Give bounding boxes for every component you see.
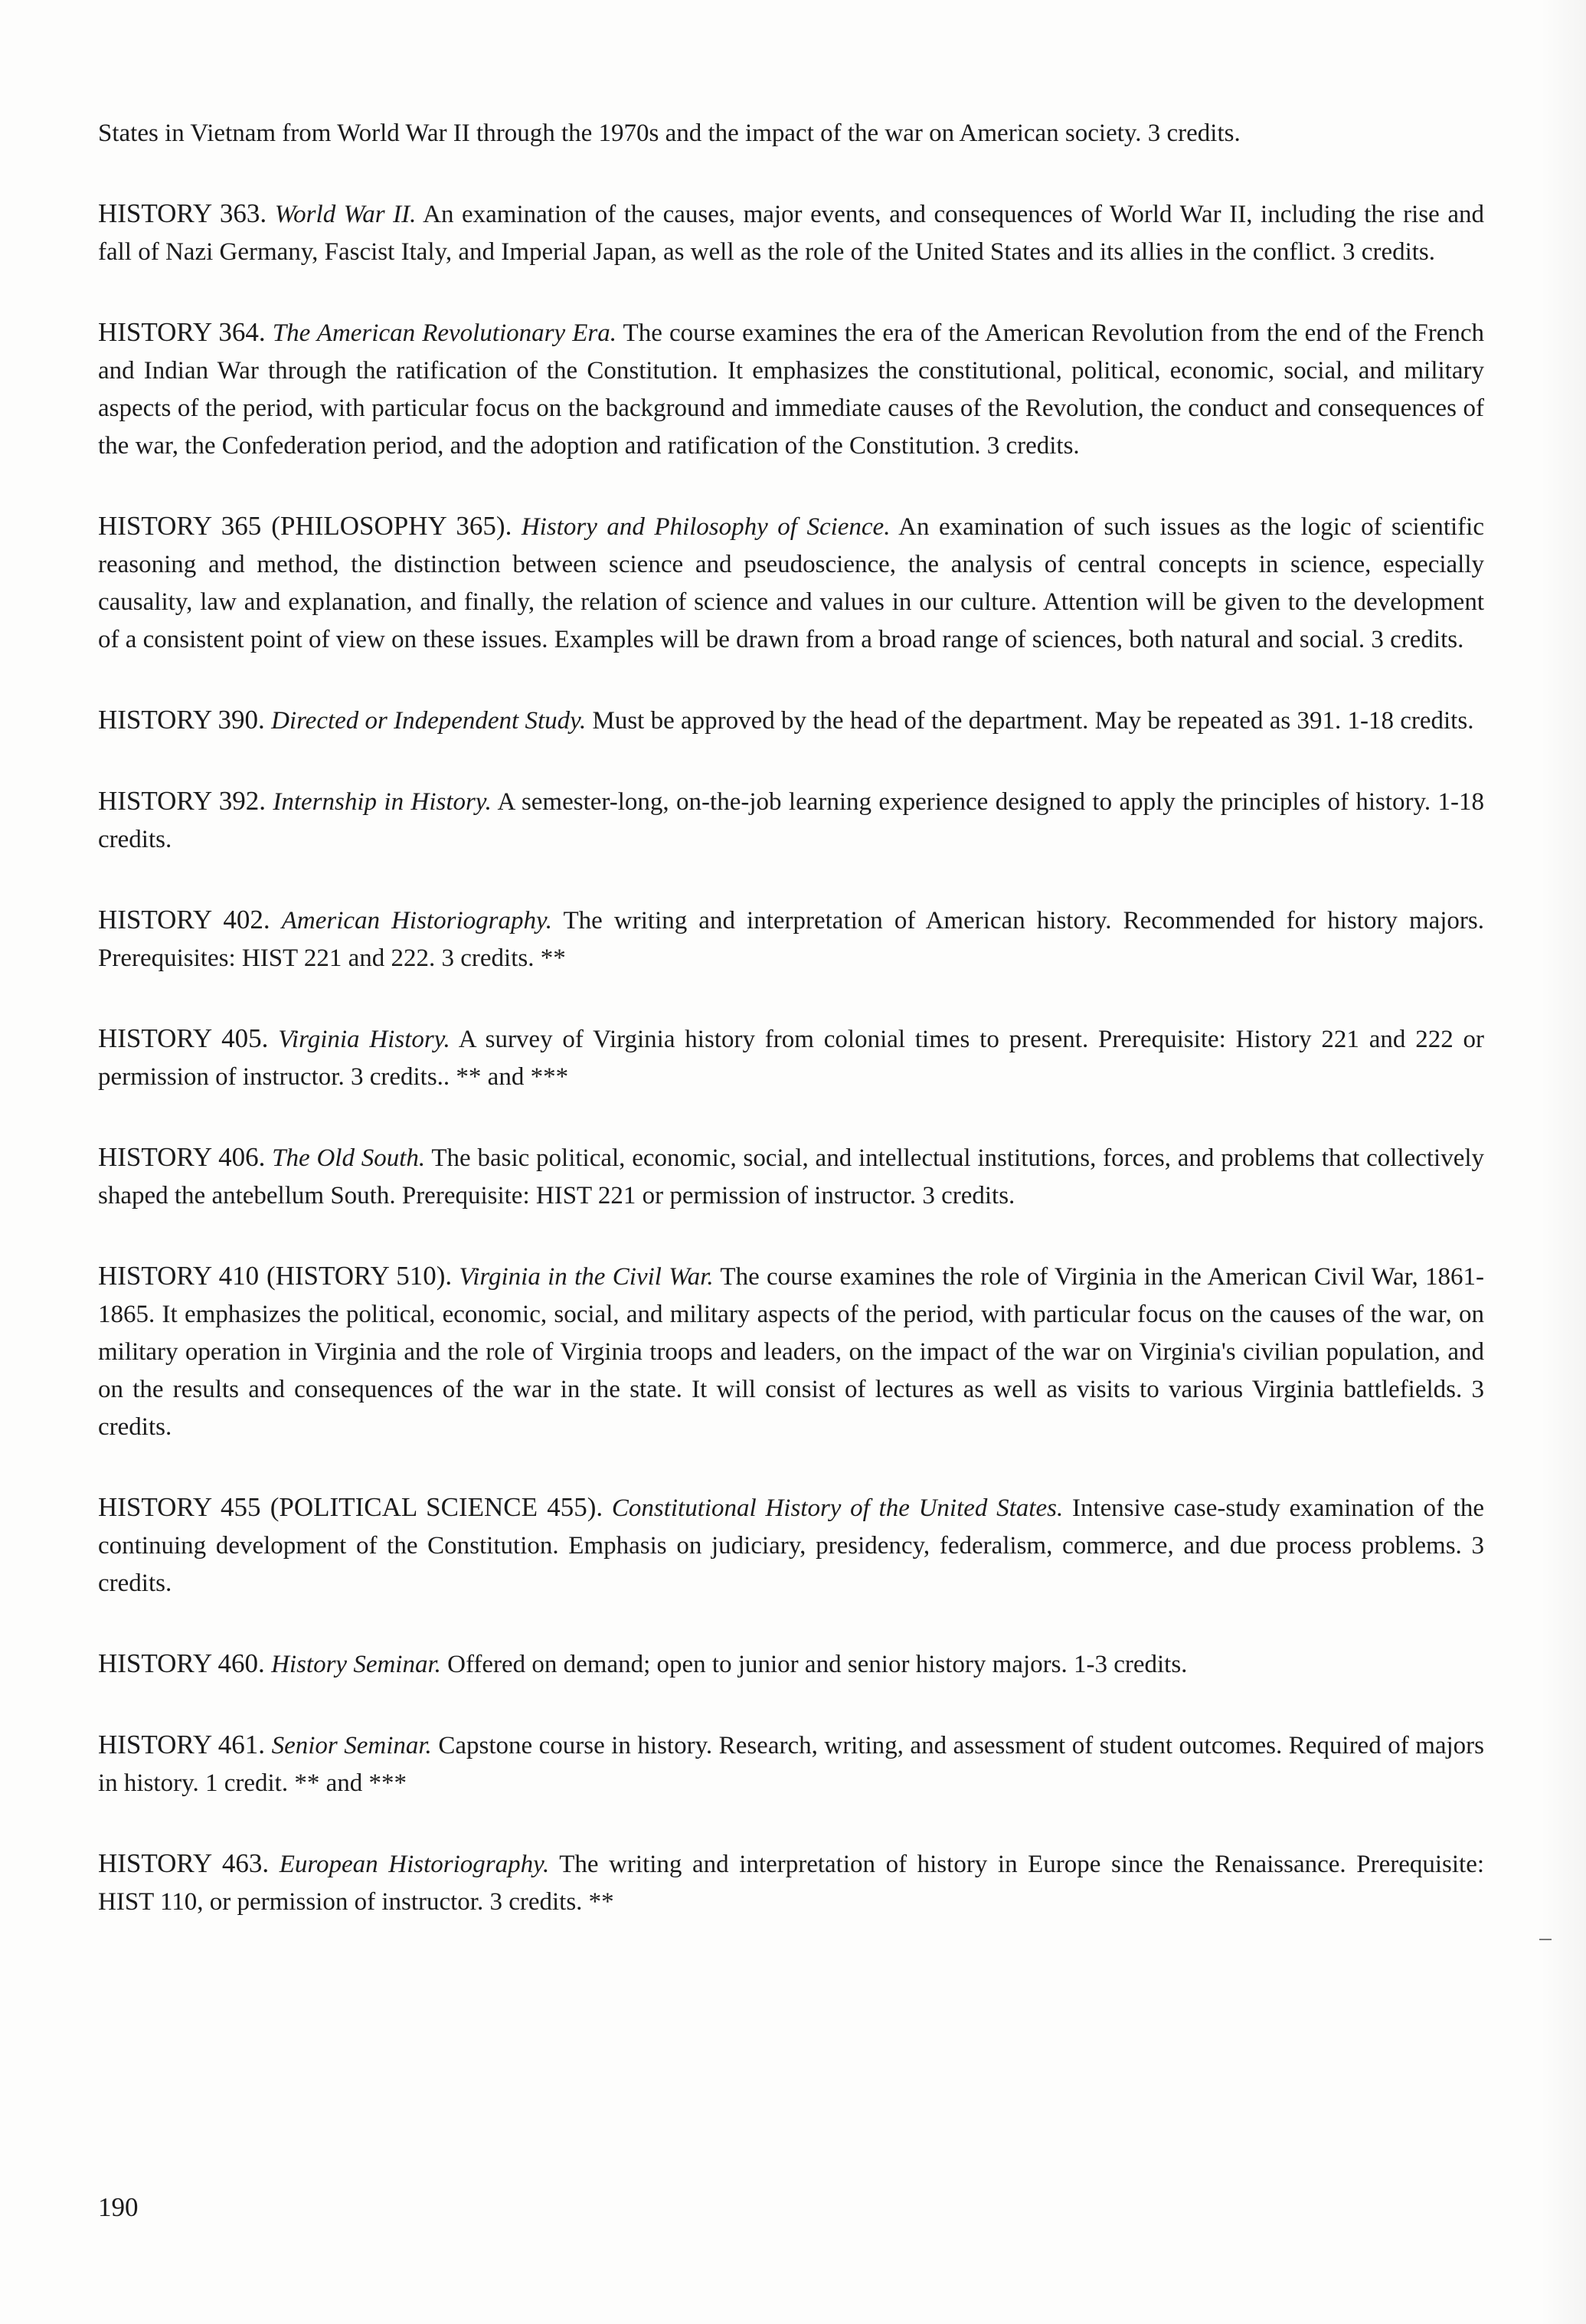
course-code: HISTORY 390.	[98, 705, 265, 735]
course-description: An examination of such issues as the logic of scientific reasoning and method, the distinction between science and pseudoscience, the analysis of central concepts in science, especially causality, law and explanation, and finally, the relation of science and values in our culture. Attention will be given to the development of a consistent point of view on these issues. Examples will be drawn from a broad range of sciences, both natural and social. 3 credits.	[98, 513, 1484, 653]
page-edge-shadow	[1540, 0, 1586, 2324]
course-description: Must be approved by the head of the department. May be repeated as 391. 1-18 credits.	[592, 707, 1474, 735]
course-descriptions	[98, 115, 1484, 1963]
continued-description: States in Vietnam from World War II through the 1970s and the impact of the war on American society. 3 credits.	[98, 119, 1241, 147]
course-code: HISTORY 363.	[98, 198, 267, 228]
course-description: Offered on demand; open to junior and senior history majors. 1-3 credits.	[447, 1651, 1188, 1678]
course-entry-history-455	[98, 1488, 1484, 1602]
course-title: American Historiography.	[281, 907, 553, 935]
course-code: HISTORY 405.	[98, 1023, 269, 1053]
course-title: Directed or Independent Study.	[271, 707, 587, 735]
course-entry-history-392	[98, 782, 1484, 859]
course-code: HISTORY 460.	[98, 1648, 265, 1678]
course-code: HISTORY 455 (POLITICAL SCIENCE 455).	[98, 1492, 603, 1522]
course-title: Constitutional History of the United States.	[611, 1494, 1064, 1522]
course-description: The course examines the role of Virginia in the American Civil War, 1861-1865. It emphasizes the political, economic, social, and military aspects of the period, with particular focus on the causes of the war, on military operation in Virginia and the role of Virginia troops and leaders, on the impact of the war on Virginia's civilian population, and on the results and consequences of the war in the state. It will consist of lectures as well as visits to various Virginia battlefields. 3 credits.	[98, 1263, 1485, 1441]
course-title: History Seminar.	[271, 1651, 441, 1678]
course-code: HISTORY 410 (HISTORY 510).	[98, 1261, 453, 1291]
course-title: European Historiography.	[279, 1851, 550, 1878]
course-code: HISTORY 365 (PHILOSOPHY 365).	[98, 511, 512, 541]
course-entry-history-405	[98, 1020, 1484, 1096]
course-code: HISTORY 461.	[98, 1730, 266, 1759]
course-description: Intensive case-study examination of the continuing development of the Constitution. Emphasis on judiciary, presidency, federalism, commerce, and due process problems. 3 credits.	[98, 1494, 1485, 1597]
course-code: HISTORY 463.	[98, 1848, 270, 1878]
course-description: The writing and interpretation of American history. Recommended for history majors. Prerequisites: HIST 221 and 222. 3 credits. **	[98, 907, 1485, 972]
course-entry-history-463	[98, 1844, 1484, 1921]
page-number: 190	[98, 2192, 139, 2222]
course-description: Capstone course in history. Research, writing, and assessment of student outcomes. Required of majors in history. 1 credit. ** and ***	[98, 1732, 1485, 1797]
course-code: HISTORY 402.	[98, 905, 270, 935]
course-entry-history-402	[98, 901, 1484, 977]
course-description: The course examines the era of the American Revolution from the end of the French and Indian War through the ratification of the Constitution. It emphasizes the constitutional, political, economic, social, and military aspects of the period, with particular focus on the background and immediate causes of the Revolution, the conduct and consequences of the war, the Confederation period, and the adoption and ratification of the Constitution. 3 credits.	[98, 319, 1484, 460]
course-title: World War II.	[274, 201, 417, 228]
course-title: Internship in History.	[273, 788, 492, 816]
course-title: Virginia in the Civil War.	[459, 1263, 714, 1291]
course-description: A semester-long, on-the-job learning experience designed to apply the principles of history. 1-18 credits.	[98, 788, 1485, 853]
course-code: HISTORY 364.	[98, 317, 266, 347]
course-code: HISTORY 392.	[98, 786, 266, 816]
course-entry-history-363	[98, 195, 1484, 271]
course-entry-history-365	[98, 507, 1484, 659]
scan-mark	[1539, 1939, 1552, 1940]
course-title: Virginia History.	[278, 1026, 450, 1053]
course-description: The basic political, economic, social, and intellectual institutions, forces, and problems that collectively shaped the antebellum South. Prerequisite: HIST 221 or permission of instructor. 3 credits.	[98, 1144, 1485, 1209]
course-title: Senior Seminar.	[271, 1732, 432, 1759]
course-code: HISTORY 406.	[98, 1142, 266, 1172]
course-title: History and Philosophy of Science.	[521, 513, 891, 541]
course-entry-history-410	[98, 1257, 1484, 1446]
course-entry-history-460	[98, 1645, 1484, 1684]
course-description: A survey of Virginia history from colonial times to present. Prerequisite: History 221 and 222 or permission of instructor. 3 credits.. ** and ***	[98, 1026, 1485, 1091]
course-entry-history-406	[98, 1138, 1484, 1215]
course-description: An examination of the causes, major events, and consequences of World War II, including the rise and fall of Nazi Germany, Fascist Italy, and Imperial Japan, as well as the role of the United States and its allies in the conflict. 3 credits.	[98, 201, 1485, 266]
course-title: The American Revolutionary Era.	[272, 319, 617, 347]
course-entry-history-461	[98, 1726, 1484, 1802]
course-title: The Old South.	[272, 1144, 426, 1172]
course-entry-history-364	[98, 313, 1484, 465]
course-entry-history-390	[98, 701, 1484, 740]
course-description: The writing and interpretation of history in Europe since the Renaissance. Prerequisite: HIST 110, or permission of instructor. 3 credits. **	[98, 1851, 1485, 1916]
